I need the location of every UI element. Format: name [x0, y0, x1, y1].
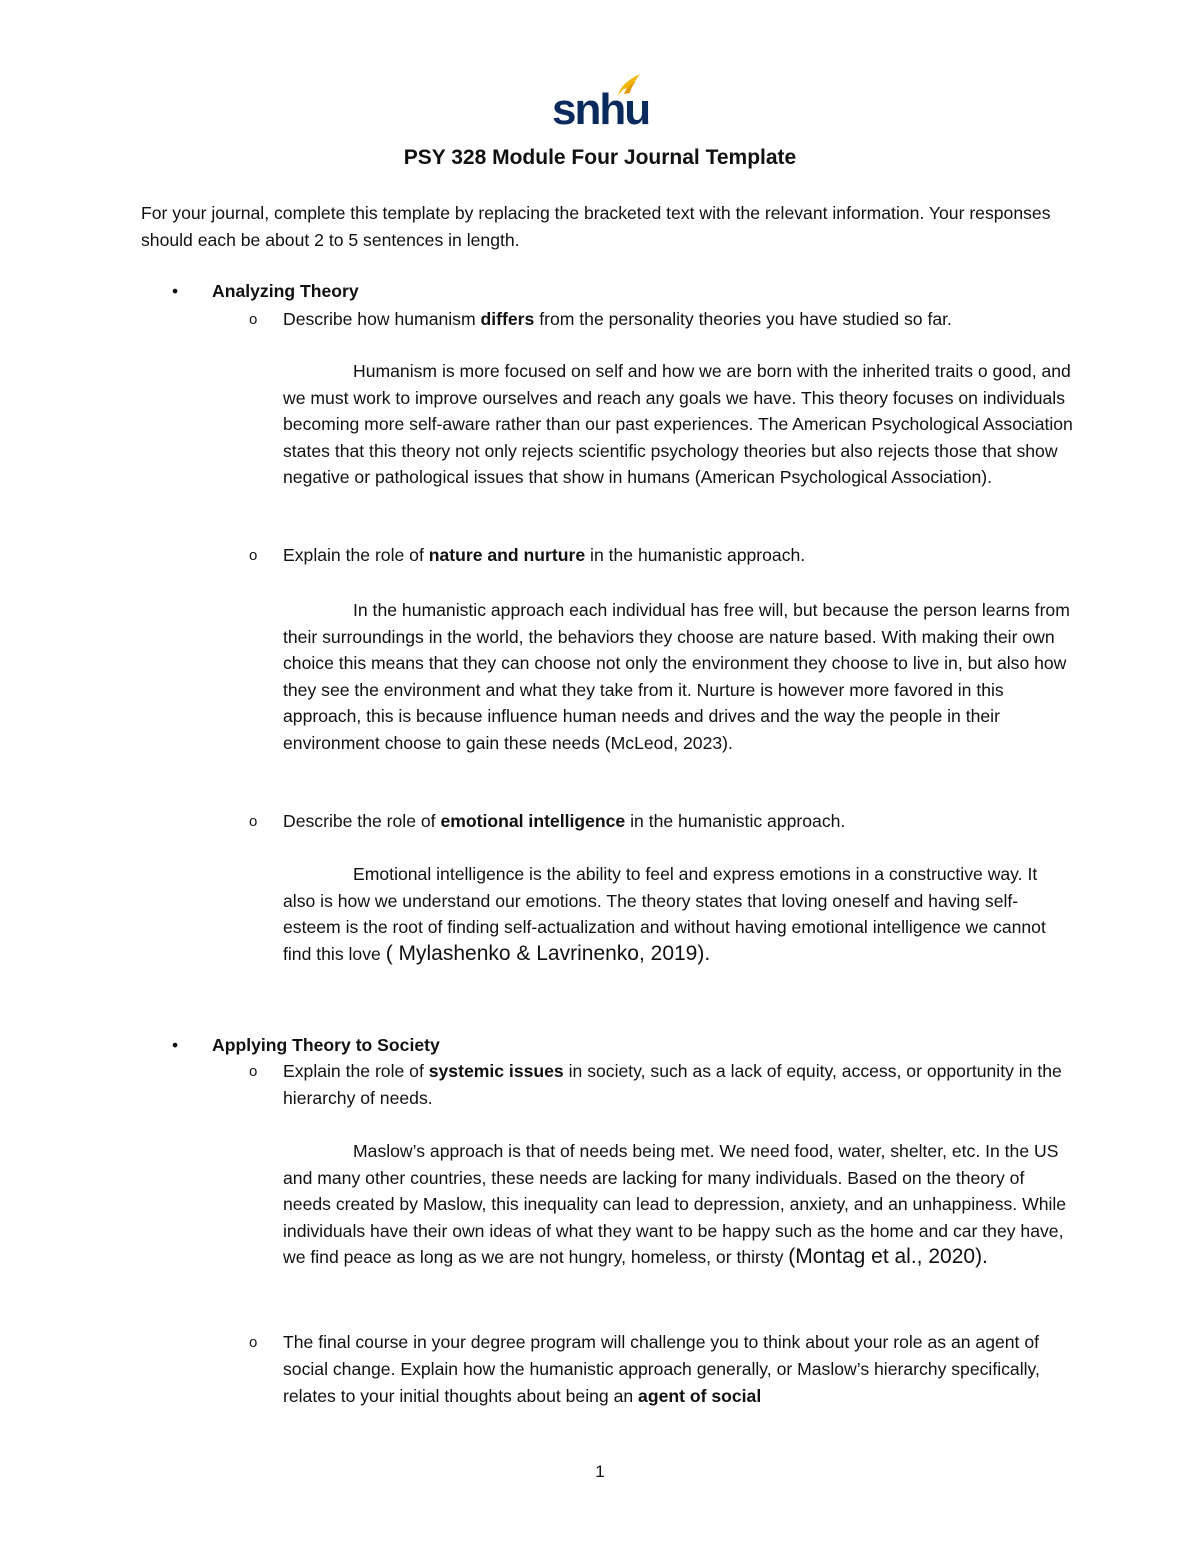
- prompt-text: Explain the role of systemic issues in society, such as a lack of equity, access, or opportunity in the hierarchy of needs.: [283, 1061, 1062, 1108]
- bullet-icon: •: [172, 1035, 179, 1055]
- citation: ( Mylashenko & Lavrinenko, 2019).: [385, 941, 711, 965]
- citation: (Montag et al., 2020).: [788, 1245, 988, 1268]
- answer-paragraph: Emotional intelligence is the ability to feel and express emotions in a constructive way. It also is how we understand our emotions. The theory states that loving oneself and having self-esteem is the root of finding self-actualization and without having emotional intelligence we cannot find this love ( Mylashenko & Lavrinenko, 2019).: [283, 864, 1046, 965]
- logo-wordmark: snhu: [552, 85, 650, 134]
- page-number: 1: [595, 1462, 605, 1481]
- answer-paragraph: In the humanistic approach each individual has free will, but because the person learns from their surroundings in the world, the behaviors they choose are nature based. With making their own choice this means that they can choose not only the environment they choose to live in, but also how they see the environment and what they take from it. Nurture is however more favored in this approach, this is because influence human needs and drives and the way the people in their environment choose to gain these needs (McLeod, 2023).: [283, 600, 1070, 753]
- sub-bullet-icon: o: [249, 1334, 258, 1351]
- section-heading: Applying Theory to Society: [212, 1035, 440, 1055]
- sub-bullet-icon: o: [249, 1063, 258, 1080]
- prompt-text: Describe how humanism differs from the personality theories you have studied so far.: [283, 309, 952, 329]
- snhu-logo: [552, 72, 650, 134]
- page-title: PSY 328 Module Four Journal Template: [403, 146, 797, 169]
- prompt-text: The final course in your degree program will challenge you to think about your role as an agent of social change. Explain how the humanistic approach generally, or Maslow’s hierarchy specifically, relates to your initial thoughts about being an agent of social: [283, 1332, 1040, 1406]
- sub-bullet-icon: o: [249, 547, 258, 564]
- answer-paragraph: Humanism is more focused on self and how we are born with the inherited traits o good, and we must work to improve ourselves and reach any goals we have. This theory focuses on individuals becoming more self-aware rather than our past experiences. The American Psychological Association states that this theory not only rejects scientific psychology theories but also rejects those that show negative or pathological issues that show in humans (American Psychological Association).: [283, 361, 1073, 487]
- bullet-icon: •: [172, 281, 179, 301]
- section-heading: Analyzing Theory: [212, 281, 359, 301]
- prompt-text: Describe the role of emotional intelligence in the humanistic approach.: [283, 811, 846, 831]
- sub-bullet-icon: o: [249, 813, 258, 830]
- sub-bullet-icon: o: [249, 311, 258, 328]
- prompt-text: Explain the role of nature and nurture in the humanistic approach.: [283, 545, 806, 565]
- answer-paragraph: Maslow’s approach is that of needs being met. We need food, water, shelter, etc. In the US and many other countries, these needs are lacking for many individuals. Based on the theory of needs created by Maslow, this inequality can lead to depression, anxiety, and an unhappiness. While individuals have their own ideas of what they want to be happy such as the home and car they have, we find peace as long as we are not hungry, homeless, or thirsty (Montag et al., 2020).: [283, 1141, 1067, 1268]
- intro-paragraph: For your journal, complete this template by replacing the bracketed text with the relevant information. Your responses should each be about 2 to 5 sentences in length.: [141, 203, 1051, 250]
